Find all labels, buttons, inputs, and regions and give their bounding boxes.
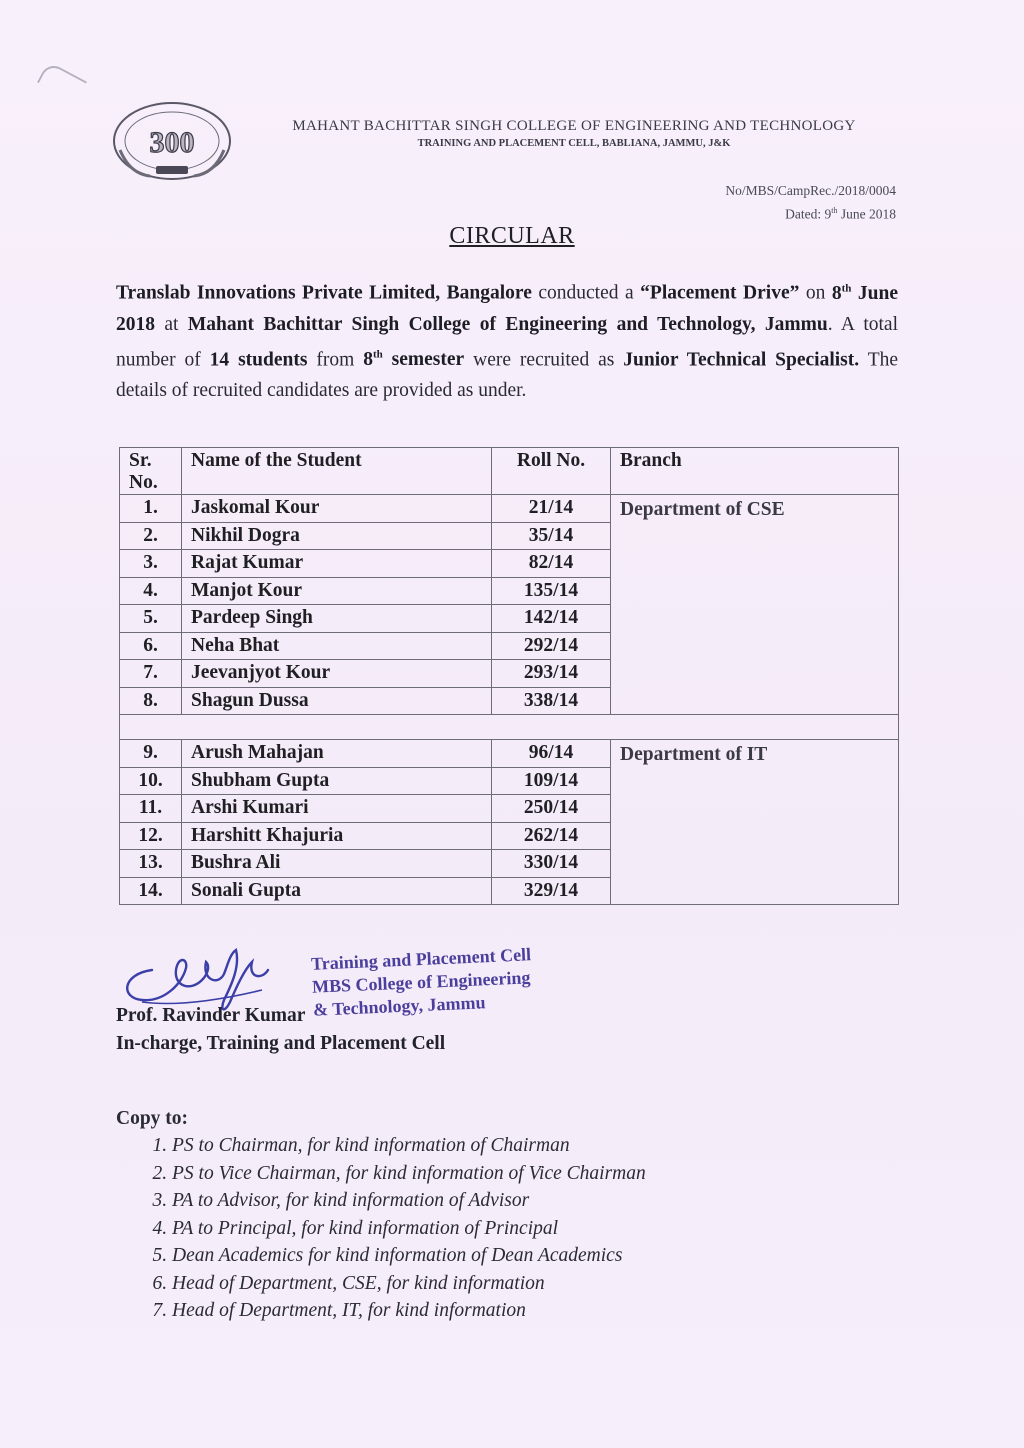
sr-cell: 4. xyxy=(120,577,182,605)
table-header-row xyxy=(120,448,899,495)
name-cell: Neha Bhat xyxy=(182,632,492,660)
name-cell: Manjot Kour xyxy=(182,577,492,605)
stamp-line-2: MBS College of Engineering xyxy=(311,967,531,997)
name-cell: Jeevanjyot Kour xyxy=(182,660,492,688)
roll-cell: 338/14 xyxy=(492,687,611,715)
letterhead xyxy=(244,118,904,149)
group-separator-row xyxy=(120,715,899,740)
separator-cell xyxy=(120,715,899,740)
name-cell: Pardeep Singh xyxy=(182,605,492,633)
roll-cell: 330/14 xyxy=(492,850,611,878)
reference-block xyxy=(725,181,896,225)
sr-cell: 7. xyxy=(120,660,182,688)
name-cell: Nikhil Dogra xyxy=(182,522,492,550)
table-row xyxy=(120,495,899,523)
header-sr-no: Sr. No. xyxy=(120,448,182,495)
name-cell: Arush Mahajan xyxy=(182,740,492,768)
stamp-line-3: & Technology, Jammu xyxy=(312,992,486,1020)
roll-cell: 109/14 xyxy=(492,767,611,795)
stamp-line-1: Training and Placement Cell xyxy=(310,944,532,974)
copy-to-item: 7. Head of Department, IT, for kind information xyxy=(172,1297,646,1325)
branch-cell: Department of IT xyxy=(611,740,899,905)
roll-cell: 35/14 xyxy=(492,522,611,550)
sr-cell: 14. xyxy=(120,877,182,905)
copy-to-item: 5. Dean Academics for kind information of Dean Academics xyxy=(172,1242,646,1270)
copy-to-item: 4. PA to Principal, for kind information of Principal xyxy=(172,1215,646,1243)
copy-to-section xyxy=(116,1108,646,1325)
logo-number: 300 xyxy=(149,126,195,159)
copy-to-list xyxy=(116,1132,646,1325)
sr-cell: 1. xyxy=(120,495,182,523)
sr-cell: 9. xyxy=(120,740,182,768)
name-cell: Rajat Kumar xyxy=(182,550,492,578)
reference-date: Dated: 9th June 2018 xyxy=(785,206,896,222)
sr-cell: 10. xyxy=(120,767,182,795)
header-name: Name of the Student xyxy=(182,448,492,495)
roll-cell: 135/14 xyxy=(492,577,611,605)
name-cell: Bushra Ali xyxy=(182,850,492,878)
copy-to-item: 3. PA to Advisor, for kind information of Advisor xyxy=(172,1187,646,1215)
roll-cell: 142/14 xyxy=(492,605,611,633)
reference-number: No/MBS/CampRec./2018/0004 xyxy=(725,183,896,198)
name-cell: Shubham Gupta xyxy=(182,767,492,795)
page-title: CIRCULAR xyxy=(449,223,575,249)
college-name: MAHANT BACHITTAR SINGH COLLEGE OF ENGINEERING AND TECHNOLOGY xyxy=(292,118,856,134)
sr-cell: 13. xyxy=(120,850,182,878)
sr-cell: 11. xyxy=(120,795,182,823)
name-cell: Arshi Kumari xyxy=(182,795,492,823)
roll-cell: 250/14 xyxy=(492,795,611,823)
name-cell: Sonali Gupta xyxy=(182,877,492,905)
roll-cell: 82/14 xyxy=(492,550,611,578)
sr-cell: 8. xyxy=(120,687,182,715)
cell-name: TRAINING AND PLACEMENT CELL, BABLIANA, JAMMU, J&K xyxy=(417,138,731,149)
name-cell: Jaskomal Kour xyxy=(182,495,492,523)
signatory-designation: In-charge, Training and Placement Cell xyxy=(116,1033,446,1054)
college-logo xyxy=(110,100,234,182)
name-cell: Harshitt Khajuria xyxy=(182,822,492,850)
sr-cell: 5. xyxy=(120,605,182,633)
roll-cell: 292/14 xyxy=(492,632,611,660)
roll-cell: 293/14 xyxy=(492,660,611,688)
table-body xyxy=(120,495,899,905)
copy-to-item: 2. PS to Vice Chairman, for kind information of Vice Chairman xyxy=(172,1160,646,1188)
signatory-block xyxy=(116,1002,445,1058)
copy-to-item: 1. PS to Chairman, for kind information of Chairman xyxy=(172,1132,646,1160)
branch-cell: Department of CSE xyxy=(611,495,899,715)
signatory-name: Prof. Ravinder Kumar xyxy=(116,1005,306,1026)
sr-cell: 3. xyxy=(120,550,182,578)
roll-cell: 262/14 xyxy=(492,822,611,850)
copy-to-item: 6. Head of Department, CSE, for kind information xyxy=(172,1270,646,1298)
copy-to-heading: Copy to: xyxy=(116,1108,189,1129)
roll-cell: 329/14 xyxy=(492,877,611,905)
circular-paragraph: Translab Innovations Private Limited, Bangalore conducted a “Placement Drive” on 8th June 2018 at Mahant Bachittar Singh College of Engineering and Technology, Jammu. A total number of 14 students from 8th semester were recruited as Junior Technical Specialist. The details of recruited candidates are provided as under. xyxy=(116,282,899,401)
roll-cell: 21/14 xyxy=(492,495,611,523)
sr-cell: 6. xyxy=(120,632,182,660)
name-cell: Shagun Dussa xyxy=(182,687,492,715)
table-row xyxy=(120,740,899,768)
header-branch: Branch xyxy=(611,448,899,495)
roll-cell: 96/14 xyxy=(492,740,611,768)
sr-cell: 2. xyxy=(120,522,182,550)
students-table xyxy=(119,447,899,905)
header-roll-no: Roll No. xyxy=(492,448,611,495)
sr-cell: 12. xyxy=(120,822,182,850)
